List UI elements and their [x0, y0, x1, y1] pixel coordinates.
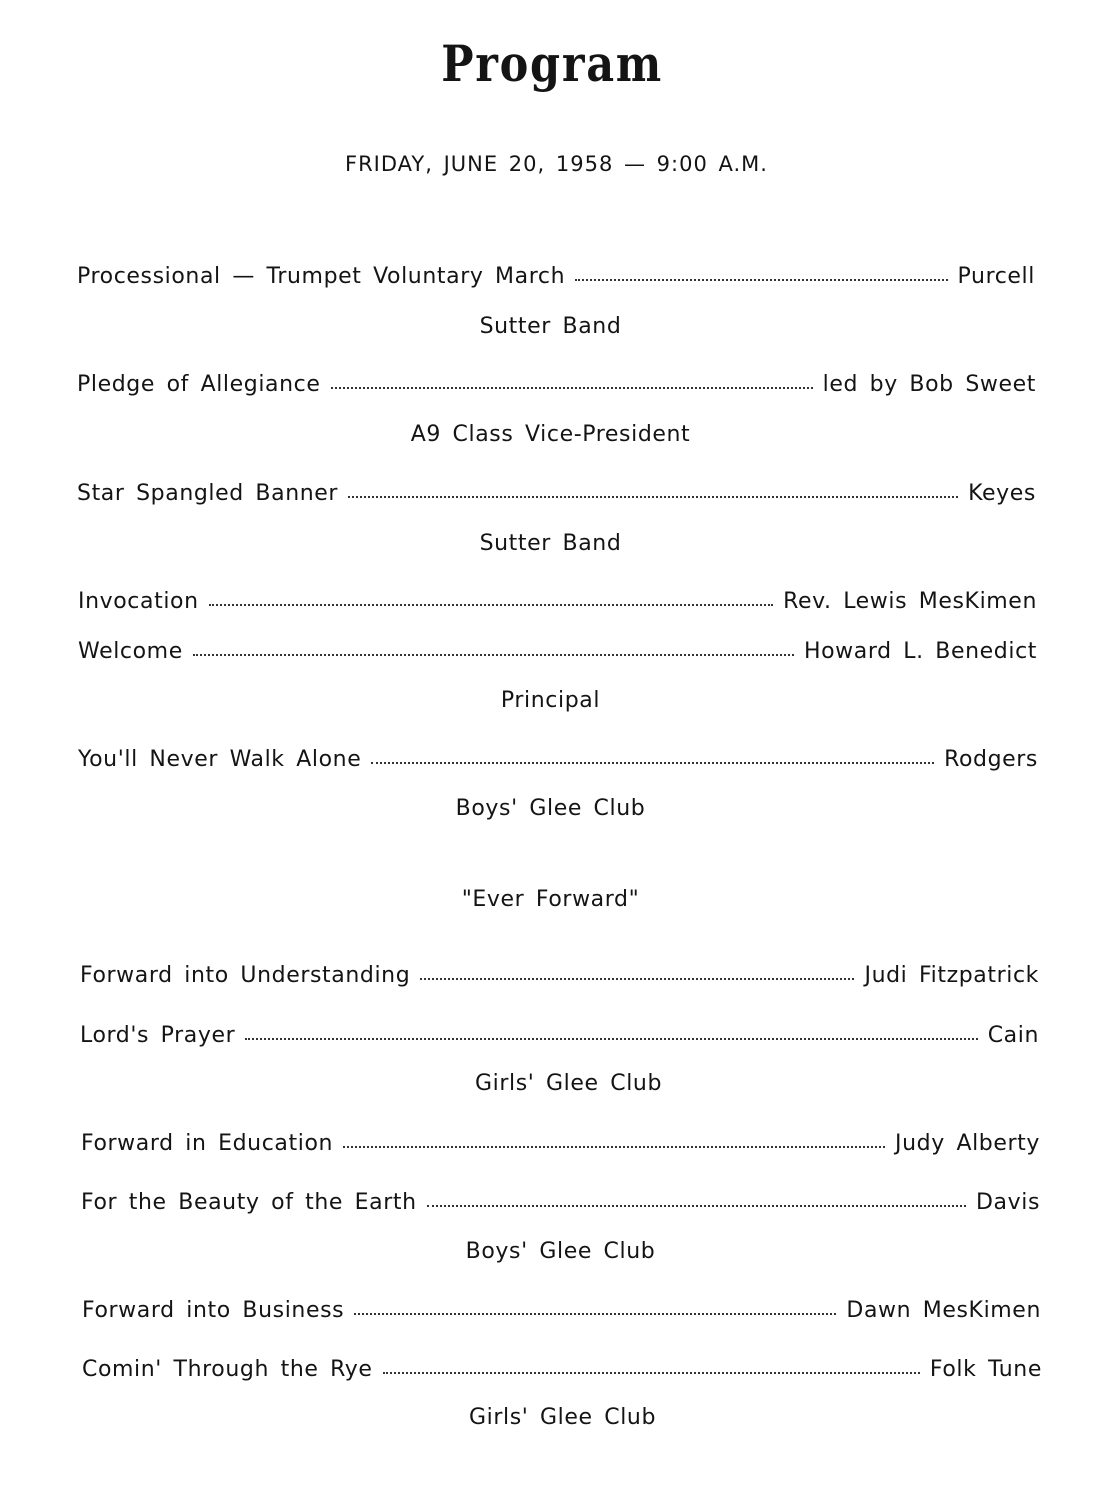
dot-leader	[383, 1372, 920, 1374]
date-line: FRIDAY, JUNE 20, 1958 — 9:00 A.M.	[345, 152, 768, 176]
program-item-performer: Rev. Lewis MesKimen	[783, 589, 1037, 614]
program-item	[78, 589, 1037, 614]
program-item-title: Lord's Prayer	[80, 1023, 236, 1048]
program-item-title: Forward into Understanding	[80, 963, 411, 988]
program-item	[78, 747, 1038, 772]
program-item-performer: Dawn MesKimen	[846, 1298, 1041, 1323]
program-item-note: Sutter Band	[479, 531, 622, 556]
program-item-title: For the Beauty of the Earth	[81, 1190, 417, 1215]
program-item-title: Comin' Through the Rye	[82, 1357, 373, 1382]
program-item	[82, 1298, 1041, 1323]
program-item-performer: Davis	[975, 1190, 1040, 1215]
dot-leader	[343, 1146, 885, 1148]
dot-leader	[209, 604, 773, 606]
dot-leader	[245, 1038, 977, 1040]
program-item	[81, 1131, 1040, 1156]
program-item	[77, 264, 1035, 289]
program-item-performer: led by Bob Sweet	[822, 372, 1036, 397]
program-item-title: Star Spangled Banner	[77, 481, 339, 506]
program-item	[77, 481, 1036, 506]
dot-leader	[348, 496, 958, 498]
program-item	[80, 963, 1039, 988]
program-item-title: Invocation	[78, 589, 199, 614]
program-item-title: Forward into Business	[82, 1298, 345, 1323]
program-item	[81, 1190, 1040, 1215]
program-item-performer: Judy Alberty	[895, 1131, 1040, 1156]
program-item-note: Boys' Glee Club	[455, 796, 646, 821]
page-title: Program	[441, 34, 664, 93]
program-item-note: Boys' Glee Club	[465, 1239, 656, 1264]
program-item-performer: Purcell	[957, 264, 1035, 289]
program-item-performer: Howard L. Benedict	[803, 639, 1037, 664]
program-item-note: A9 Class Vice-President	[410, 422, 691, 447]
program-item	[77, 372, 1036, 397]
dot-leader	[575, 279, 947, 281]
program-item-title: Forward in Education	[81, 1131, 334, 1156]
program-item-title: Processional — Trumpet Voluntary March	[77, 264, 566, 289]
dot-leader	[193, 654, 794, 656]
section-heading: "Ever Forward"	[461, 887, 640, 912]
dot-leader	[420, 978, 854, 980]
dot-leader	[427, 1205, 966, 1207]
program-item-performer: Folk Tune	[929, 1357, 1042, 1382]
program-item-note: Principal	[500, 688, 601, 713]
program-item	[78, 639, 1037, 664]
program-item	[82, 1357, 1042, 1382]
program-item	[80, 1023, 1039, 1048]
dot-leader	[354, 1313, 836, 1315]
program-item-note: Girls' Glee Club	[474, 1071, 663, 1096]
program-item-note: Sutter Band	[479, 314, 622, 339]
program-item-title: You'll Never Walk Alone	[78, 747, 362, 772]
program-item-note: Girls' Glee Club	[468, 1405, 657, 1430]
program-item-performer: Judi Fitzpatrick	[864, 963, 1039, 988]
program-item-title: Pledge of Allegiance	[77, 372, 321, 397]
program-item-title: Welcome	[78, 639, 183, 664]
dot-leader	[371, 762, 934, 764]
program-item-performer: Cain	[987, 1023, 1039, 1048]
program-item-performer: Rodgers	[944, 747, 1038, 772]
program-item-performer: Keyes	[968, 481, 1036, 506]
dot-leader	[331, 387, 813, 389]
